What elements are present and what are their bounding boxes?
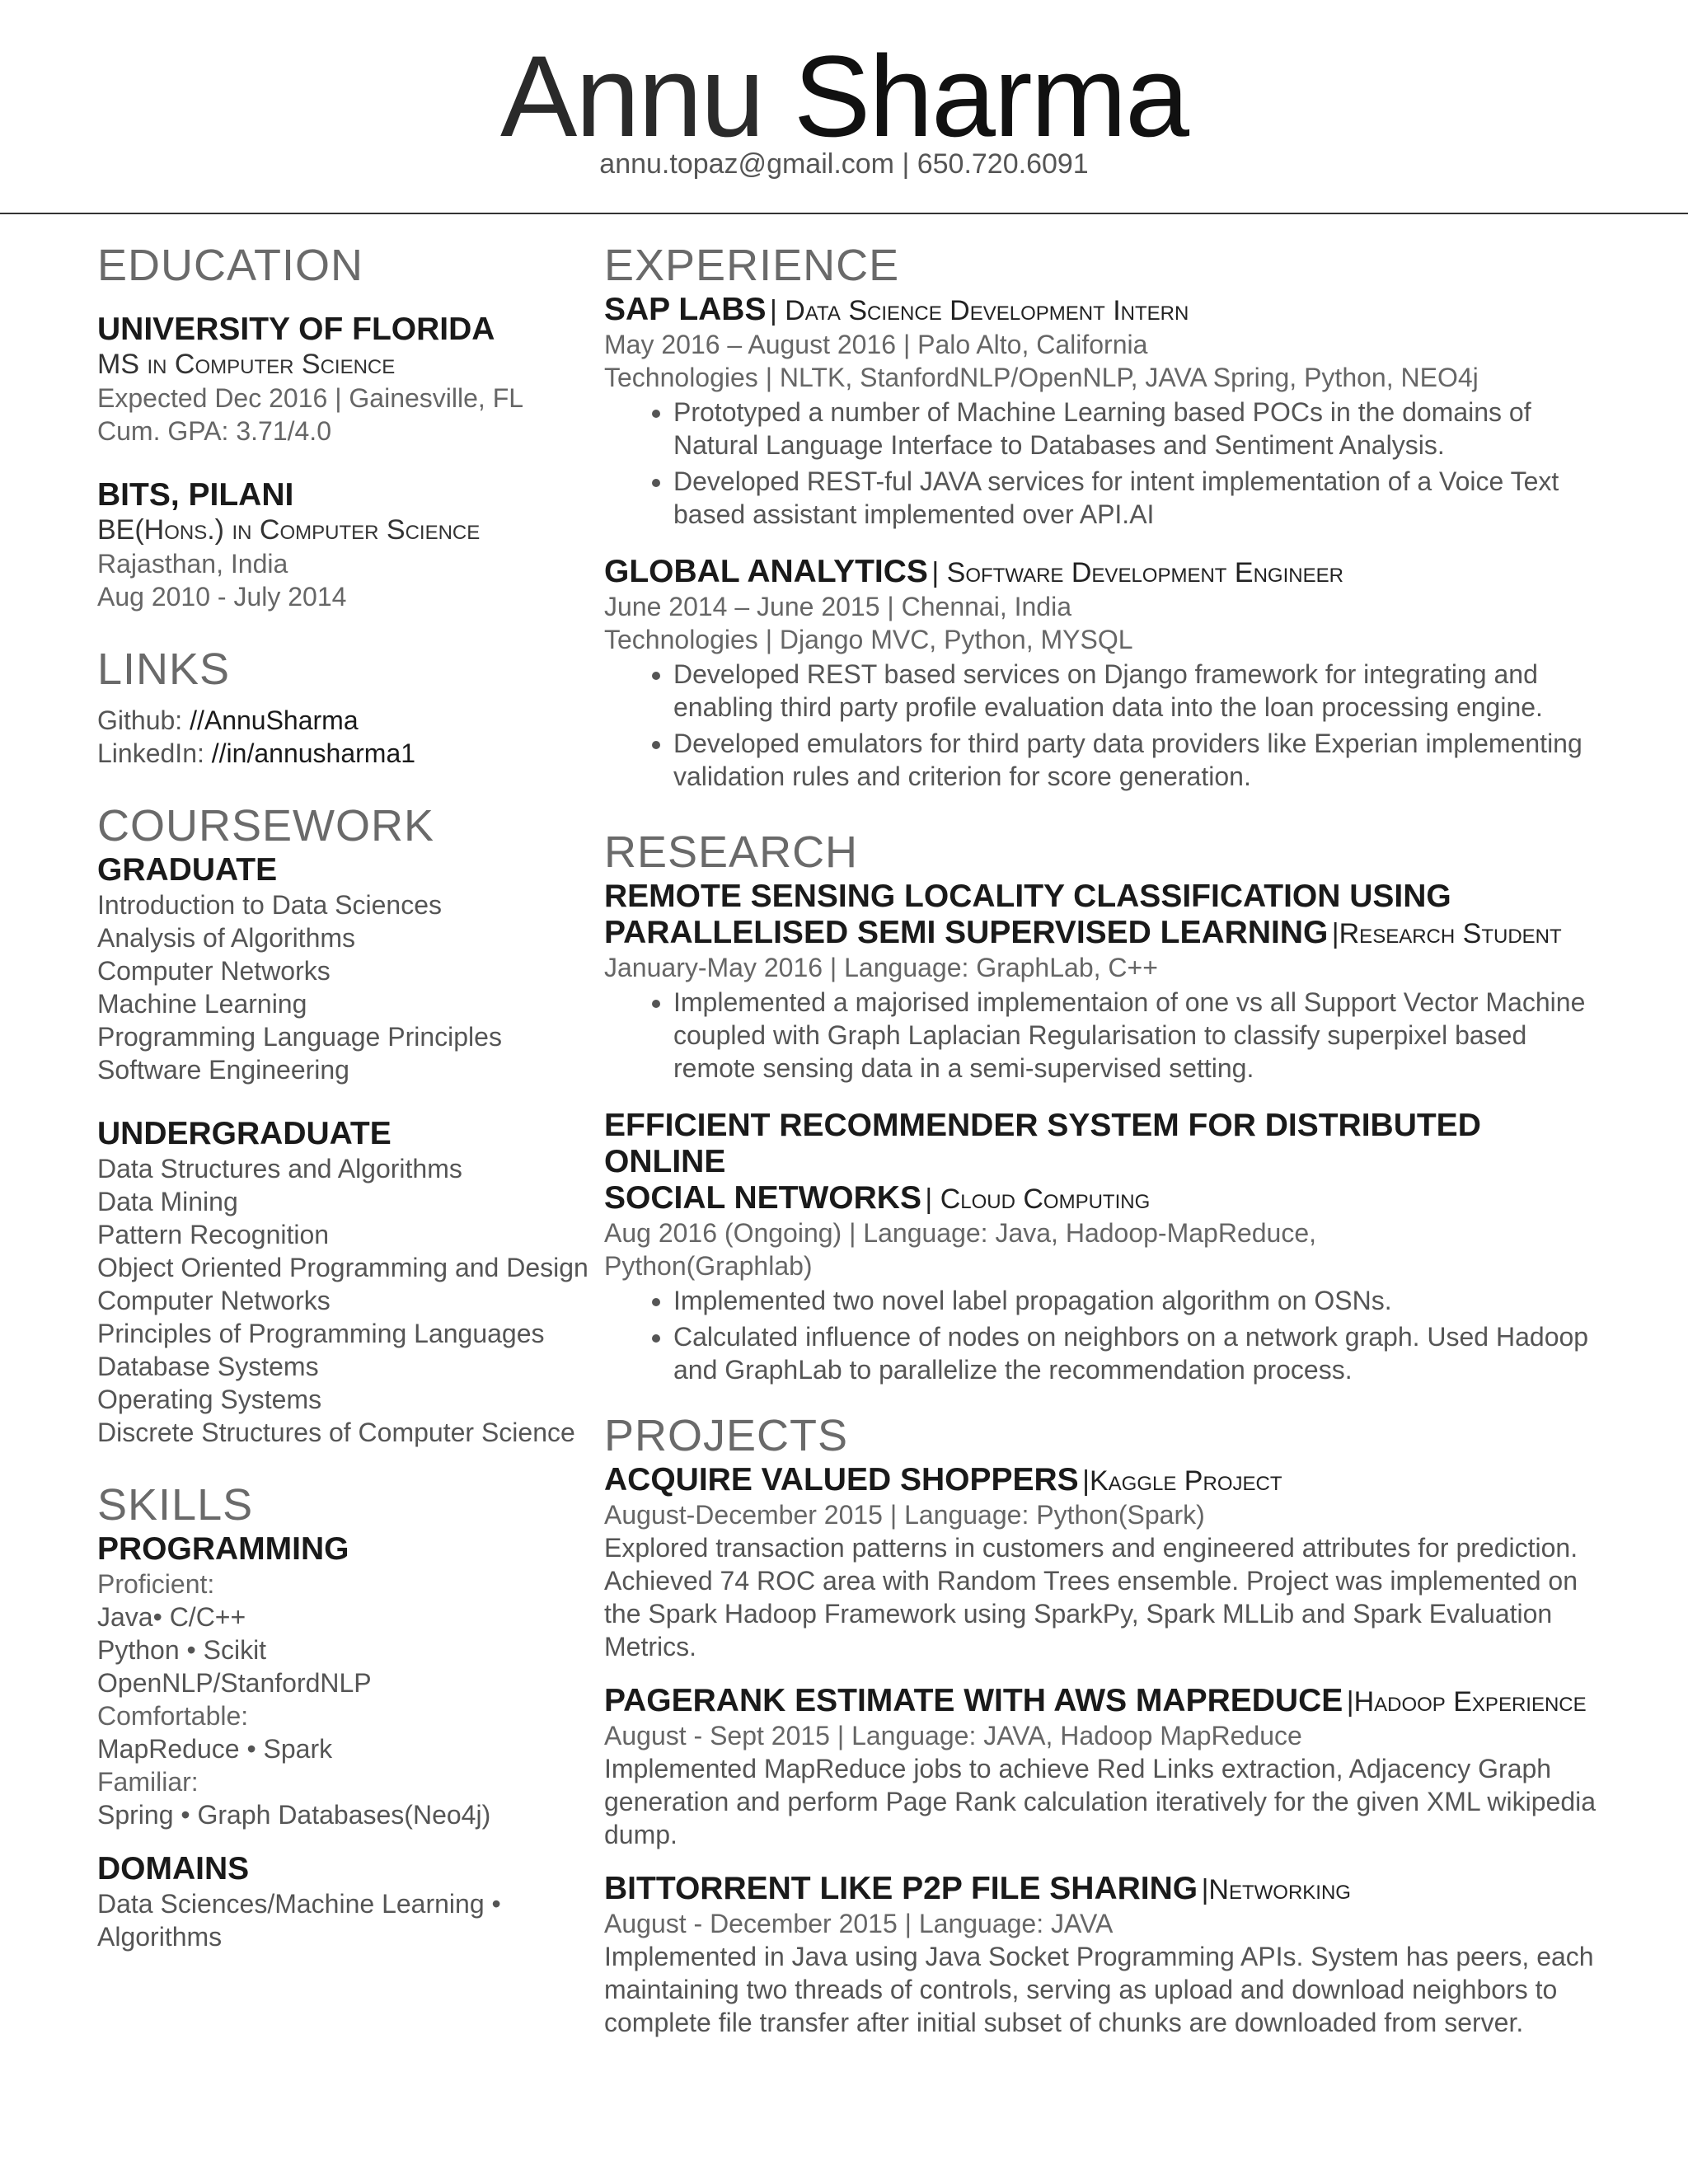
course-item: Analysis of Algorithms	[97, 923, 356, 953]
last-name: Sharma	[793, 31, 1189, 161]
project-meta: August - December 2015 | Language: JAVA	[604, 1909, 1114, 1938]
links-title: LINKS	[97, 644, 231, 694]
project-description: Implemented in Java using Java Socket Programming APIs. System has peers, each maintaining two threads of controls, serving as upload and download neighbors to complete file transfer after initial subset of chunks are downloaded from server.	[604, 1942, 1594, 2037]
job-technologies: Technologies | NLTK, StanfordNLP/OpenNLP, JAVA Spring, Python, NEO4j	[604, 363, 1479, 392]
coursework-title: COURSEWORK	[97, 801, 435, 851]
research-role: | Cloud Computing	[925, 1183, 1151, 1215]
project-item	[604, 1871, 1610, 2039]
company-name: GLOBAL ANALYTICS	[604, 554, 928, 589]
linkedin-link[interactable]: //in/annusharma1	[211, 738, 416, 768]
research-title: RESEARCH	[604, 827, 859, 877]
education-item	[97, 477, 600, 613]
research-bullets	[604, 986, 1610, 1085]
research-title-line: REMOTE SENSING LOCALITY CLASSIFICATION USING	[604, 879, 1451, 914]
education-item	[97, 312, 600, 448]
course-item: Principles of Programming Languages	[97, 1319, 545, 1348]
research-item	[604, 1108, 1610, 1386]
comfortable-label: Comfortable:	[97, 1701, 249, 1731]
projects-title: PROJECTS	[604, 1411, 849, 1460]
header-divider	[0, 213, 1688, 214]
company-name: SAP LABS	[604, 292, 767, 327]
course-item: Computer Networks	[97, 1286, 331, 1315]
skill-line: MapReduce • Spark	[97, 1734, 333, 1764]
domains-title: DOMAINS	[97, 1851, 250, 1886]
course-item: Object Oriented Programming and Design	[97, 1253, 588, 1282]
job-role: | Software Development Engineer	[931, 557, 1343, 588]
right-column	[604, 239, 1610, 2039]
experience-title: EXPERIENCE	[604, 241, 900, 290]
graduate-course-list	[97, 888, 600, 1086]
bullet-item: • Developed emulators for third party data providers like Experian implementing validation rules and criterion for score generation.	[673, 727, 1610, 793]
job-role: | Data Science Development Intern	[769, 295, 1189, 326]
programming-title: PROGRAMMING	[97, 1531, 349, 1567]
research-title-line: EFFICIENT RECOMMENDER SYSTEM FOR DISTRIBUTED ONLINE	[604, 1108, 1481, 1179]
project-role: |Kaggle Project	[1082, 1465, 1282, 1497]
course-item: Machine Learning	[97, 989, 307, 1019]
graduate-title: GRADUATE	[97, 852, 278, 888]
education-gpa: Cum. GPA: 3.71/4.0	[97, 416, 331, 446]
course-item: Discrete Structures of Computer Science	[97, 1418, 575, 1447]
project-name: PAGERANK ESTIMATE WITH AWS MAPREDUCE	[604, 1683, 1343, 1718]
project-name: ACQUIRE VALUED SHOPPERS	[604, 1462, 1079, 1497]
job-bullets	[604, 396, 1610, 531]
education-dates: Aug 2010 - July 2014	[97, 582, 347, 612]
course-item: Introduction to Data Sciences	[97, 890, 443, 920]
familiar-label: Familiar:	[97, 1767, 199, 1797]
research-meta: Aug 2016 (Ongoing) | Language: Java, Hadoop-MapReduce,	[604, 1218, 1317, 1248]
project-role: |Hadoop Experience	[1346, 1686, 1587, 1718]
research-meta: January-May 2016 | Language: GraphLab, C++	[604, 953, 1158, 982]
skills-title: SKILLS	[97, 1480, 254, 1530]
domain-line: Algorithms	[97, 1922, 223, 1952]
course-item: Programming Language Principles	[97, 1022, 502, 1052]
resume-header	[0, 0, 1688, 214]
github-link-row	[97, 704, 600, 737]
job-bullets	[604, 658, 1610, 793]
bullet-item: • Developed REST based services on Django framework for integrating and enabling third party profile evaluation data into the loan processing engine.	[673, 658, 1610, 724]
course-item: Data Mining	[97, 1187, 238, 1216]
degree: MS in Computer Science	[97, 349, 396, 380]
education-meta: Rajasthan, India	[97, 549, 288, 579]
proficient-label: Proficient:	[97, 1569, 215, 1599]
project-item	[604, 1462, 1610, 1663]
research-role: |Research Student	[1331, 918, 1562, 949]
domain-line: Data Sciences/Machine Learning •	[97, 1889, 501, 1919]
course-item: Database Systems	[97, 1352, 319, 1381]
job-technologies: Technologies | Django MVC, Python, MYSQL	[604, 625, 1133, 654]
bullet-item: • Developed REST-ful JAVA services for intent implementation of a Voice Text based assistant implemented over API.AI	[673, 465, 1610, 531]
undergraduate-course-list	[97, 1152, 600, 1449]
first-name: Annu	[499, 31, 763, 161]
project-description: Explored transaction patterns in customers and engineered attributes for prediction. Achieved 74 ROC area with Random Trees ensemble. Project was implemented on the Spark Hadoop Framework using SparkPy, Spark MLLib and Spark Evaluation Metrics.	[604, 1533, 1578, 1661]
job-dates: June 2014 – June 2015 | Chennai, India	[604, 592, 1071, 621]
project-item	[604, 1683, 1610, 1851]
bullet-item: • Implemented a majorised implementaion of one vs all Support Vector Machine coupled with Graph Laplacian Regularisation to classify superpixel based remote sensing data in a semi-supervised setting.	[673, 986, 1610, 1085]
project-name: BITTORRENT LIKE P2P FILE SHARING	[604, 1871, 1198, 1906]
github-link[interactable]: //AnnuSharma	[190, 705, 359, 735]
bullet-item: • Implemented two novel label propagation algorithm on OSNs.	[673, 1284, 1610, 1317]
education-meta: Expected Dec 2016 | Gainesville, FL	[97, 383, 524, 413]
research-title-line: PARALLELISED SEMI SUPERVISED LEARNING	[604, 915, 1329, 950]
course-item: Computer Networks	[97, 956, 331, 986]
github-label: Github:	[97, 705, 190, 735]
project-meta: August - Sept 2015 | Language: JAVA, Hadoop MapReduce	[604, 1721, 1302, 1750]
experience-item	[604, 292, 1610, 531]
linkedin-label: LinkedIn:	[97, 738, 212, 768]
bullet-item: • Prototyped a number of Machine Learning based POCs in the domains of Natural Language Interface to Databases and Sentiment Analysis.	[673, 396, 1610, 462]
research-bullets	[604, 1284, 1610, 1386]
course-item: Pattern Recognition	[97, 1220, 330, 1249]
candidate-name	[0, 31, 1688, 161]
skill-line: OpenNLP/StanfordNLP	[97, 1668, 372, 1698]
linkedin-link-row	[97, 737, 600, 770]
course-item: Data Structures and Algorithms	[97, 1154, 462, 1183]
research-title-line: SOCIAL NETWORKS	[604, 1180, 921, 1216]
project-description: Implemented MapReduce jobs to achieve Red Links extraction, Adjacency Graph generation and perform Page Rank calculation iteratively for the given XML wikipedia dump.	[604, 1754, 1597, 1849]
undergraduate-title: UNDERGRADUATE	[97, 1116, 392, 1151]
experience-item	[604, 554, 1610, 793]
project-role: |Networking	[1201, 1874, 1351, 1905]
contact-info[interactable]: annu.topaz@gmail.com | 650.720.6091	[599, 148, 1089, 180]
degree: BE(Hons.) in Computer Science	[97, 514, 481, 546]
left-column	[97, 239, 600, 1953]
skill-line: Python • Scikit	[97, 1635, 267, 1665]
project-meta: August-December 2015 | Language: Python(Spark)	[604, 1500, 1205, 1530]
skill-line: Spring • Graph Databases(Neo4j)	[97, 1800, 491, 1830]
course-item: Operating Systems	[97, 1385, 322, 1414]
education-title: EDUCATION	[97, 241, 364, 290]
job-dates: May 2016 – August 2016 | Palo Alto, California	[604, 330, 1148, 359]
school-name: BITS, PILANI	[97, 477, 294, 513]
school-name: UNIVERSITY OF FLORIDA	[97, 312, 495, 347]
course-item: Software Engineering	[97, 1055, 349, 1085]
research-item	[604, 879, 1610, 1085]
bullet-item: • Calculated influence of nodes on neighbors on a network graph. Used Hadoop and GraphLab to parallelize the recommendation process.	[673, 1320, 1610, 1386]
research-meta-cont: Python(Graphlab)	[604, 1251, 813, 1281]
skill-line: Java• C/C++	[97, 1602, 246, 1632]
